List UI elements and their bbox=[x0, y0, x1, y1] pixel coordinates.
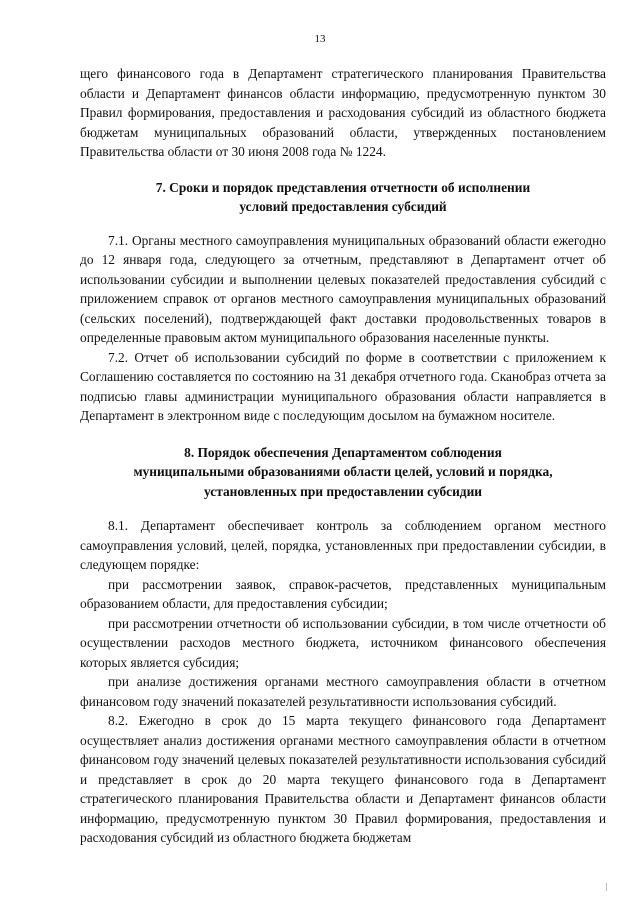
scan-mark bbox=[606, 883, 610, 891]
paragraph-8-1-a: при рассмотрении заявок, справок-расчетов, представленных муниципальным образованием области, для предоставления субсидии; bbox=[80, 576, 606, 611]
section-8-heading-line-3: установленных при предоставлении субсидии bbox=[203, 483, 483, 499]
section-8-heading bbox=[80, 443, 606, 502]
section-7-heading-line-1: 7. Сроки и порядок представления отчетности об исполнении bbox=[155, 179, 531, 195]
section-8-heading-line-2: муниципальными образованиями области целей, условий и порядка, bbox=[133, 464, 553, 479]
document-body bbox=[80, 64, 606, 848]
paragraph-8-1-c: при анализе достижения органами местного самоуправления области в отчетном финансовом году значений показателей результативности использования субсидий. bbox=[80, 674, 606, 709]
paragraph-8-2: 8.2. Ежегодно в срок до 15 марта текущего финансового года Департамент осуществляет анализ достижения органами местного самоуправления области в отчетном финансовом году значений целевых показателей результативности использования субсидий и представляет в срок до 20 марта текущего финансового года в Департамент стратегического планирования Правительства области и Департамент финансов области информацию, предусмотренную пунктом 30 Правил формирования, предоставления и расходования субсидий из областного бюджета бюджетам bbox=[80, 713, 606, 845]
paragraph-8-1-b: при рассмотрении отчетности об использовании субсидии, в том числе отчетности об осуществлении расходов местного бюджета, источником финансового обеспечения которых является субсидия; bbox=[80, 615, 606, 670]
paragraph-8-1: 8.1. Департамент обеспечивает контроль за соблюдением органом местного самоуправления условий, целей, порядка, установленных при предоставлении субсидии, в следующем порядке: bbox=[80, 518, 606, 572]
section-8-heading-line-1: 8. Порядок обеспечения Департаментом соблюдения bbox=[184, 444, 502, 460]
page-number: 13 bbox=[314, 33, 326, 45]
section-7-heading bbox=[80, 178, 606, 217]
paragraph-7-1: 7.1. Органы местного самоуправления муниципальных образований области ежегодно до 12 января года, следующего за отчетным, представляют в Департамент отчет об использовании субсидии и выполнении целевых показателей предоставления субсидий с приложением справок от органов местного самоуправления муниципальных образований (сельских поселений), подтверждающей факт доставки продовольственных товаров в определенные правовым актом муниципального образования населенные пункты. bbox=[80, 232, 606, 345]
paragraph-intro: щего финансового года в Департамент стратегического планирования Правительства области и Департамент финансов области информацию, предусмотренную пунктом 30 Правил формирования, предоставления и расходования субсидий из областного бюджета бюджетам муниципальных образований области, утвержденных постановлением Правительства области от 30 июня 2008 года № 1224. bbox=[80, 66, 606, 159]
paragraph-7-2: 7.2. Отчет об использовании субсидий по форме в соответствии с приложением к Соглашению составляется по состоянию на 31 декабря отчетного года. Сканобраз отчета за подписью главы администрации муниципального образования области направляется в Департамент в электронном виде с последующим досылом на бумажном носителе. bbox=[80, 349, 606, 423]
section-7-heading-line-2: условий предоставления субсидий bbox=[239, 199, 447, 214]
